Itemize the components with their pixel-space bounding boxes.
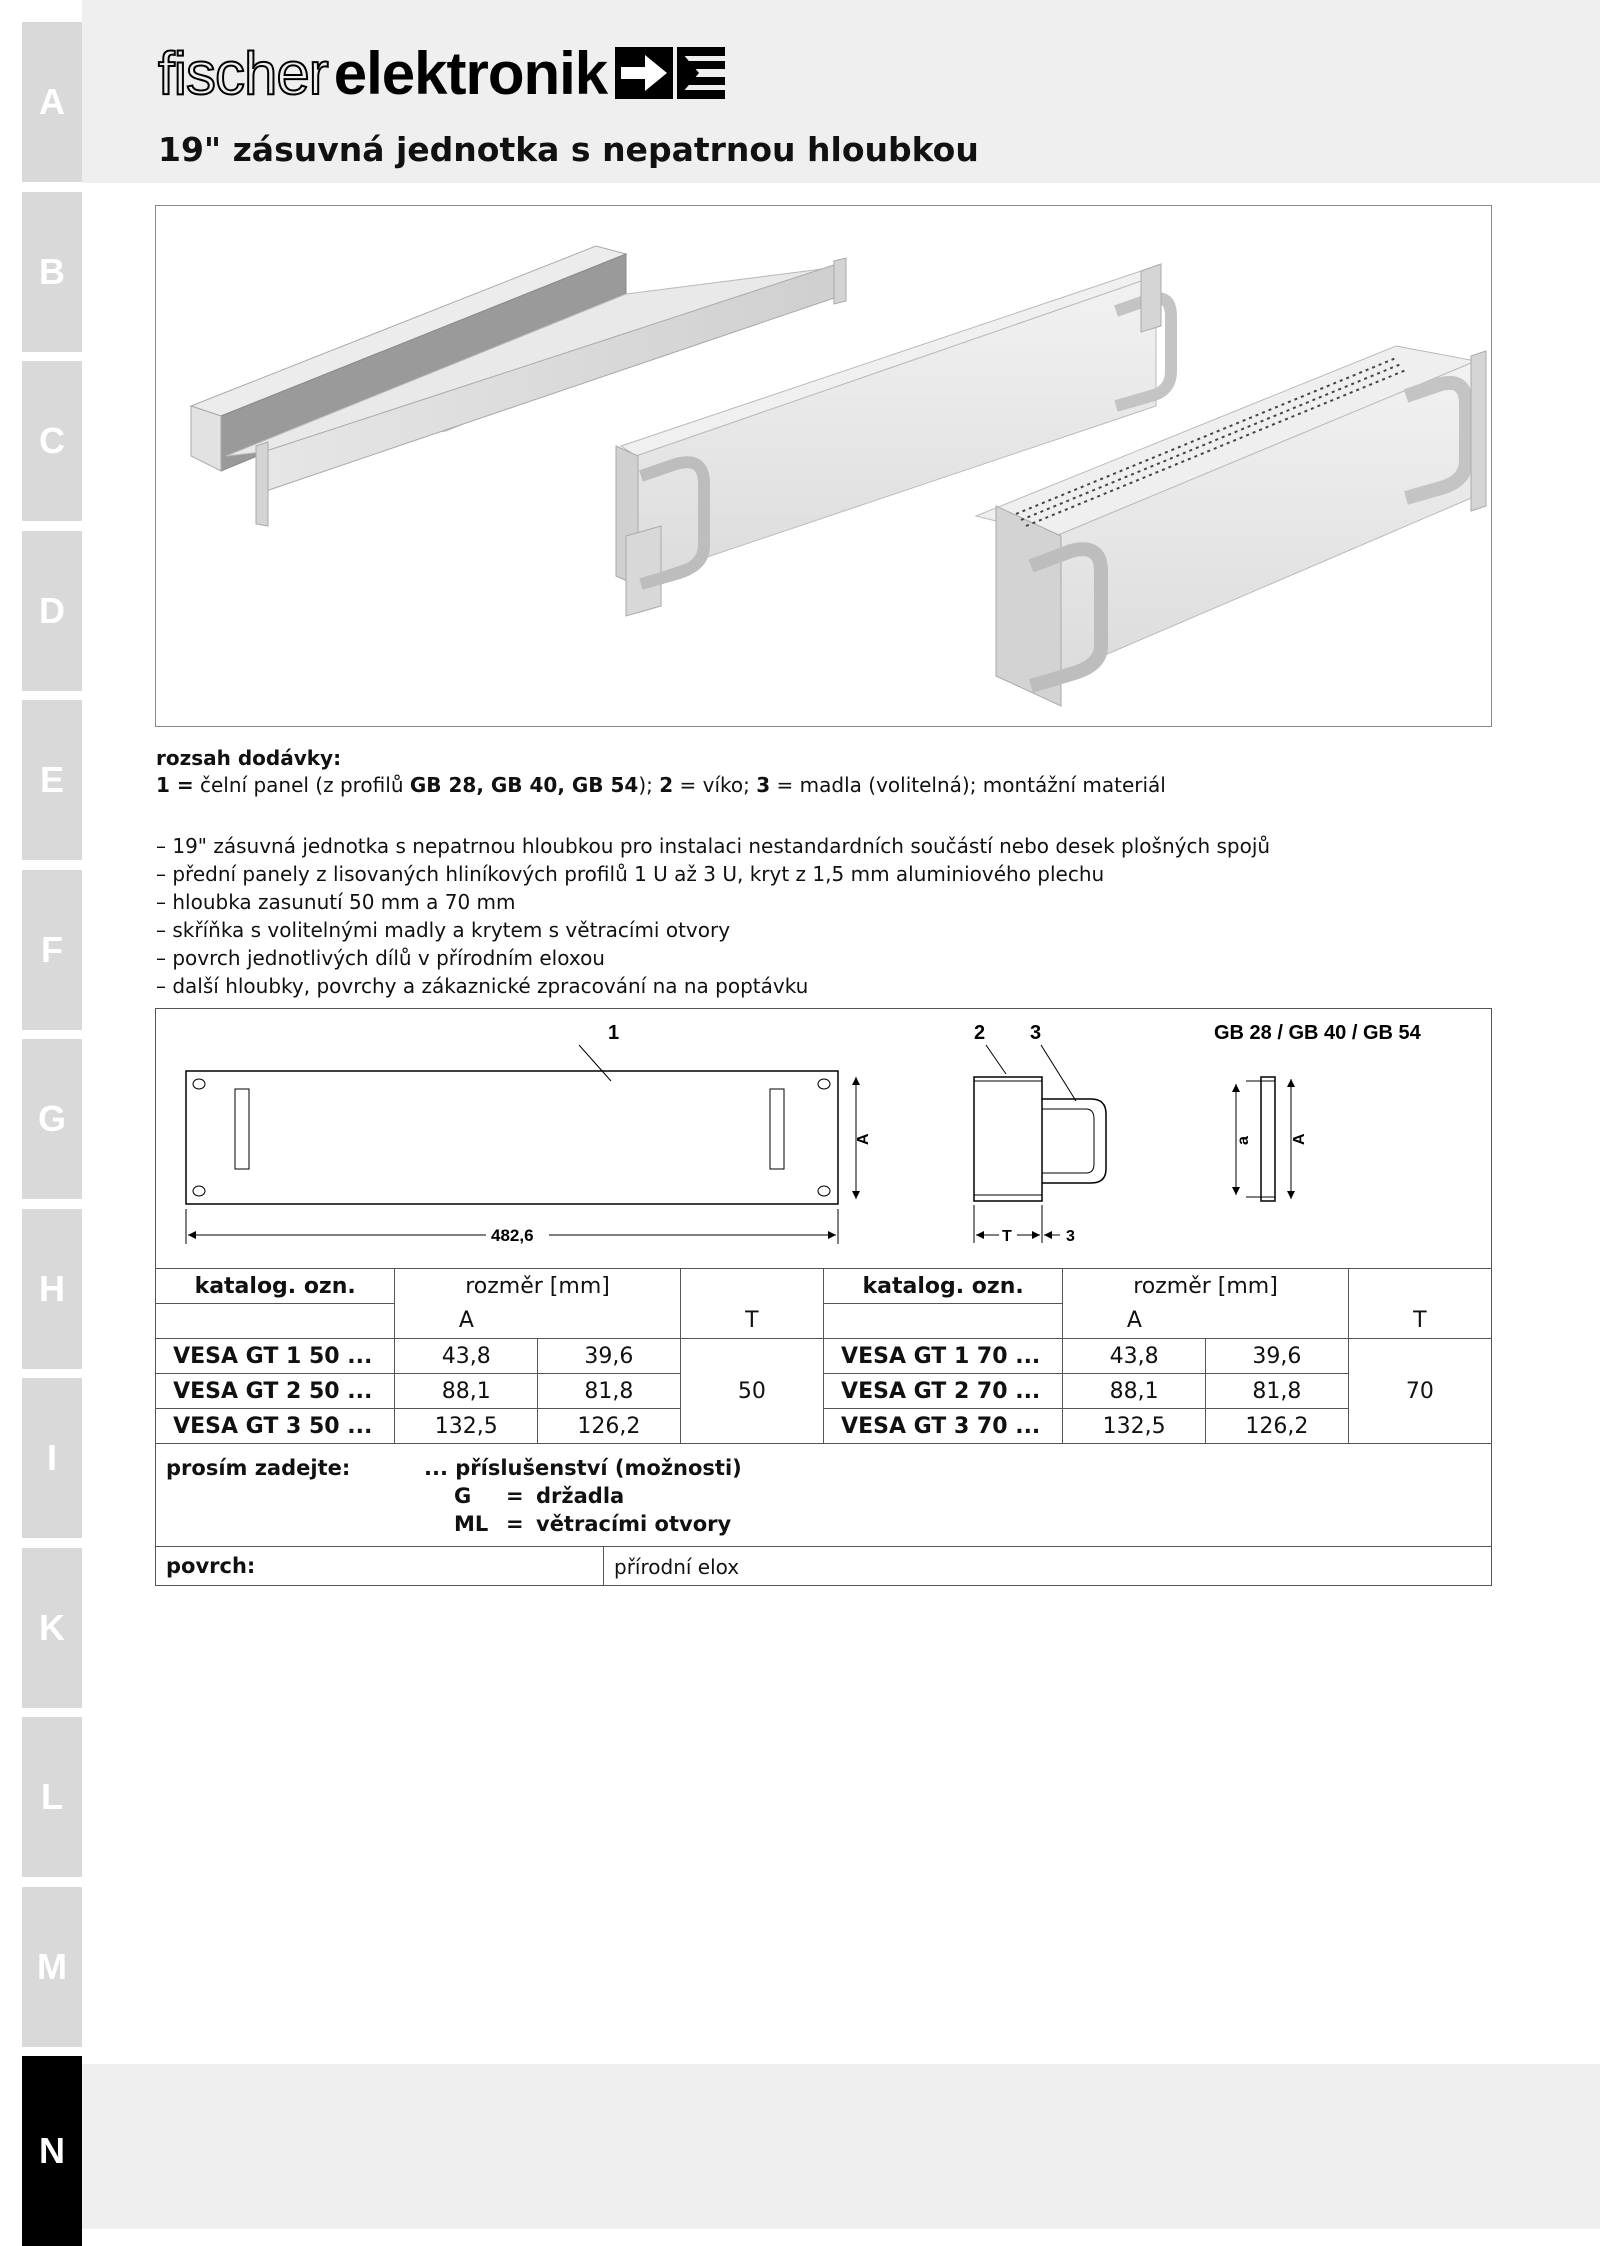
scope-item2-number: 2 xyxy=(659,773,674,797)
register-tab-h[interactable]: H xyxy=(22,1209,82,1369)
brand-part2: elektronik xyxy=(333,39,608,107)
col-catalog-right: katalog. ozn. xyxy=(823,1269,1062,1304)
register-tab-l[interactable]: L xyxy=(22,1717,82,1877)
option-ml-code: ML xyxy=(454,1512,489,1536)
scope-heading: rozsah dodávky: xyxy=(156,746,342,770)
dim-A-label: A xyxy=(855,1133,872,1145)
register-tab-c[interactable]: C xyxy=(22,361,82,521)
dim-a-label: a xyxy=(1235,1136,1252,1145)
scope-sep: ); xyxy=(638,773,660,797)
register-tab-b[interactable]: B xyxy=(22,192,82,352)
col-A-left: A xyxy=(395,1304,538,1339)
register-tab-n[interactable]: N xyxy=(22,2056,82,2246)
front-panel-outline xyxy=(186,1071,838,1204)
table-row: VESA GT 3 50 ... 132,5 126,2 VESA GT 3 70 ... 132,5 126,2 xyxy=(156,1409,1492,1444)
register-tab-i[interactable]: I xyxy=(22,1378,82,1538)
dim-A2-label: A xyxy=(1291,1133,1308,1145)
scope-profiles: GB 28, GB 40, GB 54 xyxy=(409,773,639,797)
option-g-text: držadla xyxy=(536,1484,625,1508)
profile-section xyxy=(1261,1077,1275,1201)
register-tab-e[interactable]: E xyxy=(22,700,82,860)
order-notes: prosím zadejte: ... příslušenství (možnosti) G = držadla ML = větracími otvory xyxy=(155,1444,1492,1546)
option-g-code: G xyxy=(454,1484,472,1508)
feature-item: – skříňka s volitelnými madly a krytem s větracími otvory xyxy=(156,918,731,942)
scope-item1-text: čelní panel (z profilů xyxy=(193,773,410,797)
delivery-scope xyxy=(156,745,1496,799)
brand-logo xyxy=(158,38,725,108)
footer-band xyxy=(82,2064,1600,2229)
register-tab-m[interactable]: M xyxy=(22,1887,82,2047)
brand-part1: fischer xyxy=(158,39,328,107)
feature-list xyxy=(156,832,1496,1000)
register-tab-k[interactable]: K xyxy=(22,1548,82,1708)
T-value-right: 70 xyxy=(1348,1339,1491,1444)
feature-item: – hloubka zasunutí 50 mm a 70 mm xyxy=(156,890,516,914)
col-T-left: T xyxy=(680,1304,823,1339)
table-row: VESA GT 1 50 ... 43,8 39,6 50 VESA GT 1 70 ... 43,8 39,6 70 xyxy=(156,1339,1492,1374)
T-value-left: 50 xyxy=(680,1339,823,1444)
col-A-right: A xyxy=(1063,1304,1206,1339)
dim-3-label: 3 xyxy=(1066,1228,1075,1245)
table-row: VESA GT 2 50 ... 88,1 81,8 VESA GT 2 70 ... 88,1 81,8 xyxy=(156,1374,1492,1409)
col-catalog-left: katalog. ozn. xyxy=(156,1269,395,1304)
side-view-body xyxy=(974,1077,1042,1201)
register-tab-d[interactable]: D xyxy=(22,531,82,691)
register-tab-g[interactable]: G xyxy=(22,1039,82,1199)
feature-item: – 19" zásuvná jednotka s nepatrnou hloubkou pro instalaci nestandardních součástí nebo desek plošných spojů xyxy=(156,834,1271,858)
scope-item2-text: = víko; xyxy=(673,773,757,797)
order-line1: ... příslušenství (možnosti) xyxy=(424,1456,742,1480)
feature-item: – přední panely z lisovaných hliníkových profilů 1 U až 3 U, kryt z 1,5 mm aluminiového plechu xyxy=(156,862,1105,886)
profiles-label: GB 28 / GB 40 / GB 54 xyxy=(1214,1022,1421,1044)
spec-table xyxy=(155,1268,1492,1444)
feature-item: – povrch jednotlivých dílů v přírodním eloxou xyxy=(156,946,605,970)
surface-value: přírodní elox xyxy=(614,1555,740,1579)
col-dim-left: rozměr [mm] xyxy=(395,1269,680,1304)
order-label: prosím zadejte: xyxy=(166,1456,351,1480)
width-dim-label: 482,6 xyxy=(491,1226,534,1245)
page-title: 19" zásuvná jednotka s nepatrnou hloubkou xyxy=(158,130,979,169)
option-ml-text: větracími otvory xyxy=(536,1512,732,1536)
scope-text xyxy=(156,772,1496,799)
product-photo xyxy=(155,205,1492,727)
brand-arrow-icon xyxy=(615,47,725,99)
label-3: 3 xyxy=(1030,1022,1042,1044)
feature-item: – další hloubky, povrchy a zákaznické zpracování na na poptávku xyxy=(156,974,809,998)
register-tab-f[interactable]: F xyxy=(22,870,82,1030)
label-1: 1 xyxy=(608,1022,620,1044)
col-T-right: T xyxy=(1348,1304,1491,1339)
surface-label: povrch: xyxy=(166,1554,256,1578)
scope-item3-text: = madla (volitelná); montážní materiál xyxy=(770,773,1166,797)
col-dim-right: rozměr [mm] xyxy=(1063,1269,1348,1304)
register-tab-a[interactable]: A xyxy=(22,22,82,182)
product-illustration xyxy=(156,206,1491,726)
technical-drawing xyxy=(155,1008,1492,1269)
label-2: 2 xyxy=(974,1022,986,1044)
drawing-svg xyxy=(156,1009,1491,1269)
scope-item1-number: 1 = xyxy=(156,773,194,797)
surface-row xyxy=(155,1546,1492,1586)
scope-item3-number: 3 xyxy=(756,773,771,797)
dim-T-label: T xyxy=(1002,1228,1012,1245)
